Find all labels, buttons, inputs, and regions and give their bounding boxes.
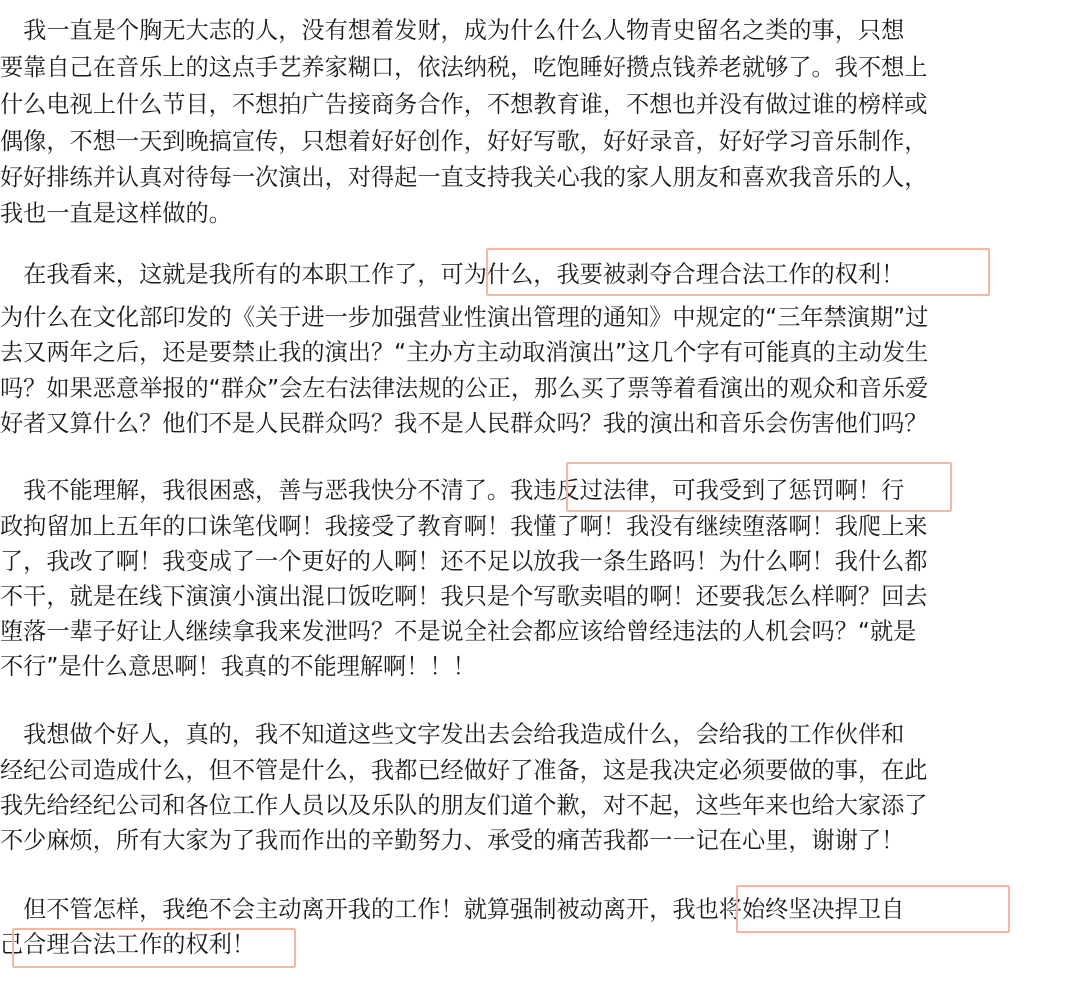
paragraph-line: 了，我改了啊！我变成了一个更好的人啊！还不足以放我一条生路吗！为什么啊！我什么都 (0, 548, 928, 575)
paragraph-line: 为什么在文化部印发的《关于进一步加强营业性演出管理的通知》中规定的“三年禁演期”过 (0, 304, 929, 331)
paragraph-line: 我也一直是这样做的。 (0, 200, 232, 227)
paragraph-line: 经纪公司造成什么，但不管是什么，我都已经做好了准备，这是我决定必须要做的事，在此 (0, 757, 928, 784)
paragraph-line: 好好排练并认真对待每一次演出，对得起一直支持我关心我的家人朋友和喜欢我音乐的人， (0, 164, 928, 191)
paragraph-line: 在我看来，这就是我所有的本职工作了，可为什么，我要被剥夺合理合法工作的权利！ (0, 261, 905, 288)
paragraph-line: 堕落一辈子好让人继续拿我来发泄吗？不是说全社会都应该给曾经违法的人机会吗？“就是 (0, 618, 917, 645)
paragraph-line: 政拘留加上五年的口诛笔伐啊！我接受了教育啊！我懂了啊！我没有继续堕落啊！我爬上来 (0, 513, 928, 540)
paragraph-line: 己合理合法工作的权利！ (0, 931, 256, 958)
paragraph-line: 不行”是什么意思啊！我真的不能理解啊！！！ (0, 653, 476, 680)
paragraph-line: 吗？如果恶意举报的“群众”会左右法律法规的公正，那么买了票等着看演出的观众和音乐爱 (0, 375, 929, 402)
paragraph-line: 不少麻烦，所有大家为了我而作出的辛勤努力、承受的痛苦我都一一记在心里，谢谢了！ (0, 827, 905, 854)
paragraph-line: 我先给经纪公司和各位工作人员以及乐队的朋友们道个歉，对不起，这些年来也给大家添了 (0, 792, 928, 819)
paragraph-line: 不干，就是在线下演演小演出混口饭吃啊！我只是个写歌卖唱的啊！还要我怎么样啊？回去 (0, 583, 928, 610)
paragraph-line: 要靠自己在音乐上的这点手艺养家糊口，依法纳税，吃饱睡好攒点钱养老就够了。我不想上 (0, 54, 928, 81)
paragraph-line: 好者又算什么？他们不是人民群众吗？我不是人民群众吗？我的演出和音乐会伤害他们吗？ (0, 410, 928, 437)
paragraph-line: 我一直是个胸无大志的人，没有想着发财，成为什么什么人物青史留名之类的事，只想 (0, 17, 905, 44)
paragraph-line: 什么电视上什么节目，不想拍广告接商务合作，不想教育谁，不想也并没有做过谁的榜样或 (0, 91, 928, 118)
paragraph-line: 我不能理解，我很困惑，善与恶我快分不清了。我违反过法律，可我受到了惩罚啊！行 (0, 477, 905, 504)
paragraph-line: 偶像，不想一天到晚搞宣传，只想着好好创作，好好写歌，好好录音，好好学习音乐制作， (0, 128, 928, 155)
paragraph-line: 我想做个好人，真的，我不知道这些文字发出去会给我造成什么，会给我的工作伙伴和 (0, 721, 905, 748)
paragraph-line: 但不管怎样，我绝不会主动离开我的工作！就算强制被动离开，我也将始终坚决捍卫自 (0, 896, 905, 923)
paragraph-line: 去又两年之后，还是要禁止我的演出？“主办方主动取消演出”这几个字有可能真的主动发生 (0, 339, 929, 366)
